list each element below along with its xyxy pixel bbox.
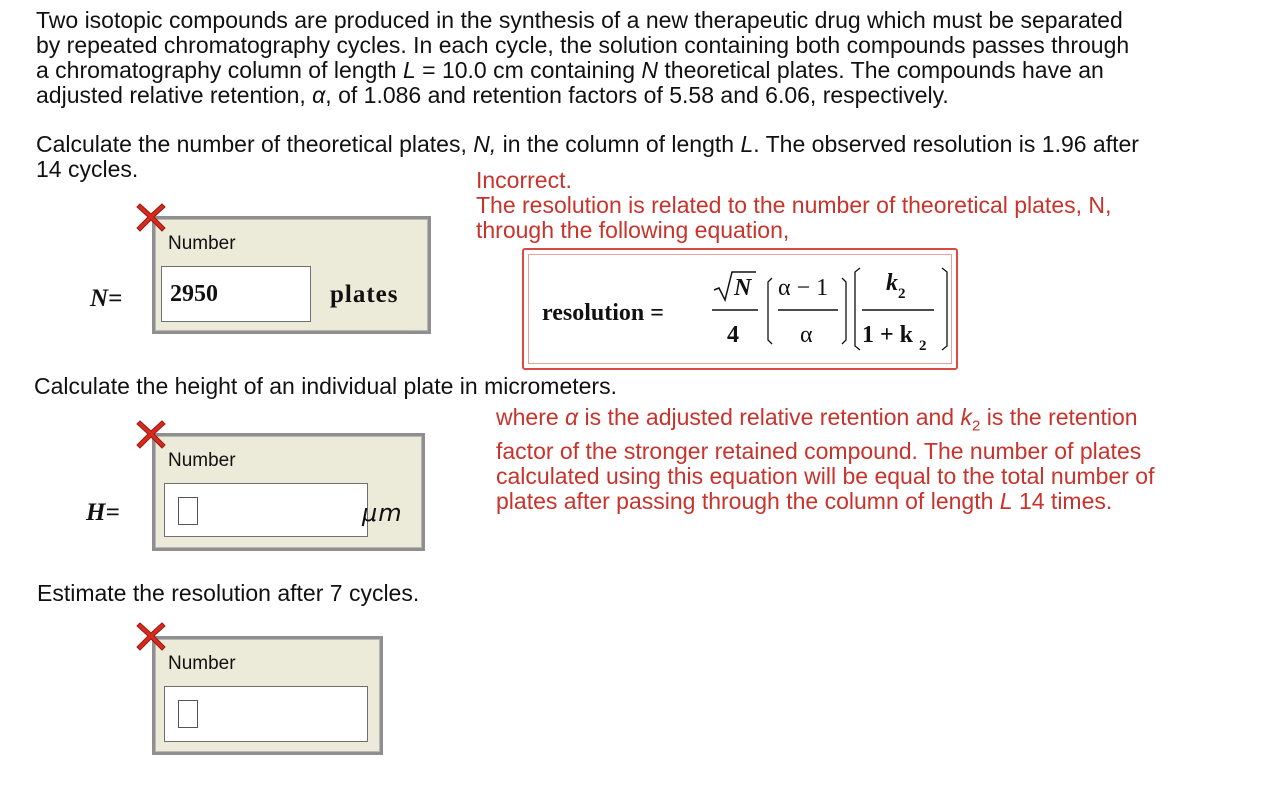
var-k-sub: 2	[971, 417, 981, 435]
feedback-text: where	[496, 404, 566, 430]
problem-statement	[36, 8, 1256, 108]
feedback-text: is the adjusted relative retention and	[578, 404, 961, 430]
red-x-icon	[134, 417, 168, 451]
problem-text: adjusted relative retention,	[36, 82, 313, 108]
problem-line-4	[36, 83, 1256, 108]
feedback-after-line-2: factor of the stronger retained compound. The number of plates	[496, 437, 1142, 464]
q1-line-1	[36, 132, 1266, 157]
q2-var-label: H=	[86, 499, 120, 526]
q1-answer-box	[152, 216, 431, 334]
feedback-text: plates after passing through the column of length	[496, 487, 1000, 514]
question-3-text: Estimate the resolution after 7 cycles.	[37, 580, 420, 606]
equation-box	[522, 248, 958, 370]
red-x-icon	[134, 619, 168, 653]
q1-text: Calculate the number of theoretical plates,	[36, 131, 474, 157]
eq-den-k-sub: 2	[919, 338, 927, 354]
var-N: N	[641, 57, 659, 83]
eq-den-1-plus-k: 1 + k	[862, 322, 914, 348]
q3-number-label: Number	[168, 653, 236, 674]
feedback-after-line-1	[496, 405, 1154, 439]
resolution-equation	[524, 250, 960, 372]
feedback-line-2: through the following equation,	[476, 217, 790, 243]
q1-number-label: Number	[168, 233, 236, 254]
feedback-explanation	[496, 405, 1154, 514]
feedback-text: 14 times.	[1012, 487, 1113, 514]
q1-text: in the column of length	[496, 131, 741, 157]
eq-lhs: resolution =	[542, 300, 664, 326]
eq-num-alpha-minus-1: α − 1	[778, 275, 829, 301]
var-L: L	[402, 57, 416, 83]
problem-line-3	[36, 58, 1256, 83]
problem-text: = 10.0 cm containing	[415, 57, 642, 83]
problem-line-1: Two isotopic compounds are produced in the synthesis of a new therapeutic drug which must be separated	[36, 7, 1123, 33]
eq-num-k: k	[886, 270, 898, 296]
eq-sqrt-n: N	[734, 275, 752, 301]
q2-input-cursor	[178, 497, 198, 525]
problem-line-2: by repeated chromatography cycles. In each cycle, the solution containing both compounds passes through	[36, 32, 1130, 58]
q1-answer-input[interactable]: 2950	[161, 266, 311, 322]
var-alpha: α	[565, 404, 579, 430]
q3-answer-box	[152, 636, 383, 755]
eq-num-k-sub: 2	[898, 286, 906, 302]
feedback-text: is the retention	[980, 404, 1138, 430]
feedback-after-line-3: calculated using this equation will be equal to the total number of	[496, 462, 1155, 489]
feedback-line-1: The resolution is related to the number of theoretical plates, N,	[476, 192, 1112, 218]
var-k: k	[960, 404, 972, 430]
q3-input-cursor	[178, 700, 198, 728]
var-L: L	[999, 487, 1013, 514]
q2-number-label: Number	[168, 450, 236, 471]
problem-text: a chromatography column of length	[36, 57, 403, 83]
q1-unit: plates	[330, 281, 399, 308]
var-N: N,	[473, 131, 497, 157]
var-alpha: α	[312, 82, 326, 108]
q1-text: . The observed resolution is 1.96 after	[753, 131, 1139, 157]
problem-text: theoretical plates. The compounds have an	[658, 57, 1104, 83]
q2-answer-box	[152, 433, 425, 551]
q1-line-2: 14 cycles.	[36, 156, 139, 182]
feedback-block	[476, 168, 1111, 243]
question-2-text: Calculate the height of an individual plate in micrometers.	[34, 373, 617, 399]
feedback-title: Incorrect.	[476, 167, 572, 193]
q1-var-label: N=	[90, 285, 123, 312]
red-x-icon	[134, 200, 168, 234]
eq-den-4: 4	[727, 322, 739, 348]
var-L: L	[740, 131, 754, 157]
q2-unit: μm	[362, 499, 403, 527]
eq-den-alpha: α	[800, 322, 813, 348]
problem-text: , of 1.086 and retention factors of 5.58 and 6.06, respectively.	[325, 82, 949, 108]
feedback-after-line-4	[496, 489, 1154, 514]
